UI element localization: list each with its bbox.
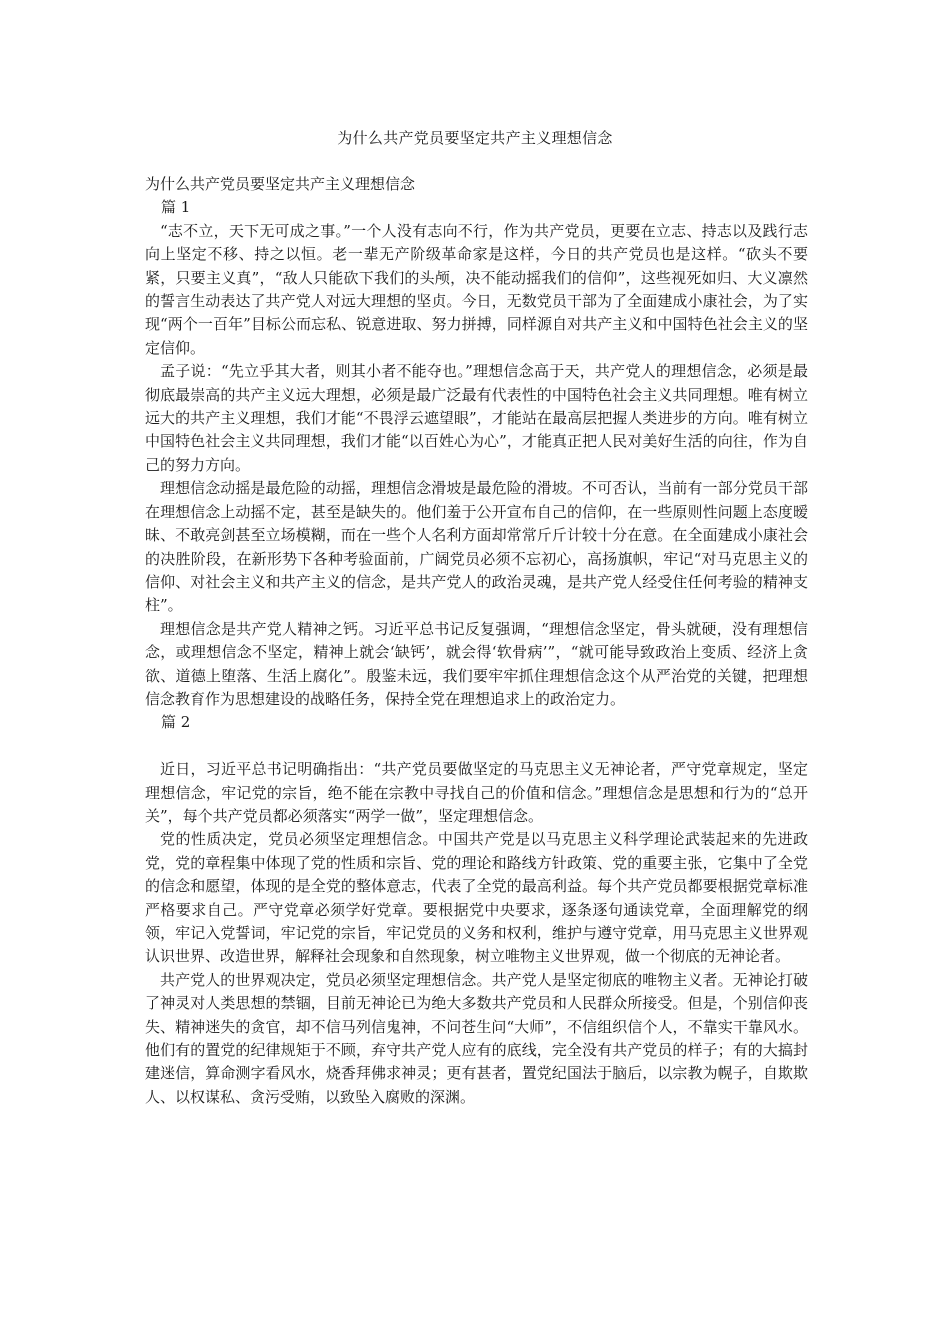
section-1-paragraph-2: 孟子说：“先立乎其大者，则其小者不能夺也。”理想信念高于天，共产党人的理想信念，必须是最彻底最崇高的共产主义远大理想，必须是最广泛最有代表性的中国特色社会主义共同理想。唯有树立远大的共产主义理想，我们才能“不畏浮云遮望眼”，才能站在最高层把握人类进步的方向。唯有树立中国特色社会主义共同理想，我们才能“以百姓心为心”，才能真正把人民对美好生活的向往，作为自己的努力方向。	[145, 362, 808, 474]
section-2-label: 篇 2	[161, 713, 191, 732]
section-1-label: 篇 1	[161, 198, 191, 217]
section-1-paragraph-1: “志不立，天下无可成之事。”一个人没有志向不行，作为共产党员，更要在立志、持志以及践行志向上坚定不移、持之以恒。老一辈无产阶级革命家是这样，今日的共产党员也是这样。“砍头不要紧，只要主义真”，“敌人只能砍下我们的头颅，决不能动摇我们的信仰”，这些视死如归、大义凛然的誓言生动表达了共产党人对远大理想的坚贞。今日，无数党员干部为了全面建成小康社会，为了实现“两个一百年”目标公而忘私、锐意进取、努力拼搏，同样源自对共产主义和中国特色社会主义的坚定信仰。	[145, 221, 808, 357]
document-subtitle: 为什么共产党员要坚定共产主义理想信念	[145, 175, 416, 193]
section-2-paragraph-1: 近日，习近平总书记明确指出：“共产党员要做坚定的马克思主义无神论者，严守党章规定，坚定理想信念，牢记党的宗旨，绝不能在宗教中寻找自己的价值和信念。”理想信念是思想和行为的“总开关”，每个共产党员都必须落实“两学一做”，坚定理想信念。	[145, 760, 808, 825]
section-spacer	[145, 735, 808, 758]
section-1-paragraph-3: 理想信念动摇是最危险的动摇，理想信念滑坡是最危险的滑坡。不可否认，当前有一部分党员干部在理想信念上动摇不定，甚至是缺失的。他们羞于公开宣布自己的信仰，在一些原则性问题上态度暧昧、不敢亮剑甚至立场模糊，而在一些个人名利方面却常常斤斤计较十分在意。在全面建成小康社会的决胜阶段，在新形势下各种考验面前，广阔党员必须不忘初心，高扬旗帜，牢记“对马克思主义的信仰、对社会主义和共产主义的信念，是共产党人的政治灵魂，是共产党人经受住任何考验的精神支柱”。	[145, 479, 808, 615]
section-2-paragraph-3: 共产党人的世界观决定，党员必须坚定理想信念。共产党人是坚定彻底的唯物主义者。无神论打破了神灵对人类思想的禁锢，目前无神论已为绝大多数共产党员和人民群众所接受。但是，个别信仰丧失、精神迷失的贪官，却不信马列信鬼神，不问苍生问“大师”，不信组织信个人，不靠实干靠风水。他们有的置党的纪律规矩于不顾，弃守共产党人应有的底线，完全没有共产党员的样子；有的大搞封建迷信，算命测字看风水，烧香拜佛求神灵；更有甚者，置党纪国法于脑后，以宗教为幌子，自欺欺人、以权谋私、贪污受贿，以致坠入腐败的深渊。	[145, 970, 808, 1106]
section-1-paragraph-4: 理想信念是共产党人精神之钙。习近平总书记反复强调，“理想信念坚定，骨头就硬，没有理想信念，或理想信念不坚定，精神上就会‘缺钙’，就会得‘软骨病’”，“就可能导致政治上变质、经济上贪欲、道德上堕落、生活上腐化”。殷鉴未远，我们要牢牢抓住理想信念这个从严治党的关键，把理想信念教育作为思想建设的战略任务，保持全党在理想追求上的政治定力。	[145, 619, 808, 708]
document-title: 为什么共产党员要坚定共产主义理想信念	[337, 129, 613, 147]
document-body	[145, 173, 808, 1109]
section-2-paragraph-2: 党的性质决定，党员必须坚定理想信念。中国共产党是以马克思主义科学理论武装起来的先进政党，党的章程集中体现了党的性质和宗旨、党的理论和路线方针政策、党的重要主张，它集中了全党的信念和愿望，体现的是全党的整体意志，代表了全党的最高利益。每个共产党员都要根据党章标准严格要求自己。严守党章必须学好党章。要根据党中央要求，逐条逐句通读党章，全面理解党的纲领，牢记入党誓词，牢记党的宗旨，牢记党员的义务和权利，维护与遵守党章，用马克思主义世界观认识世界、改造世界，解释社会现象和自然现象，树立唯物主义世界观，做一个彻底的无神论者。	[145, 830, 808, 966]
